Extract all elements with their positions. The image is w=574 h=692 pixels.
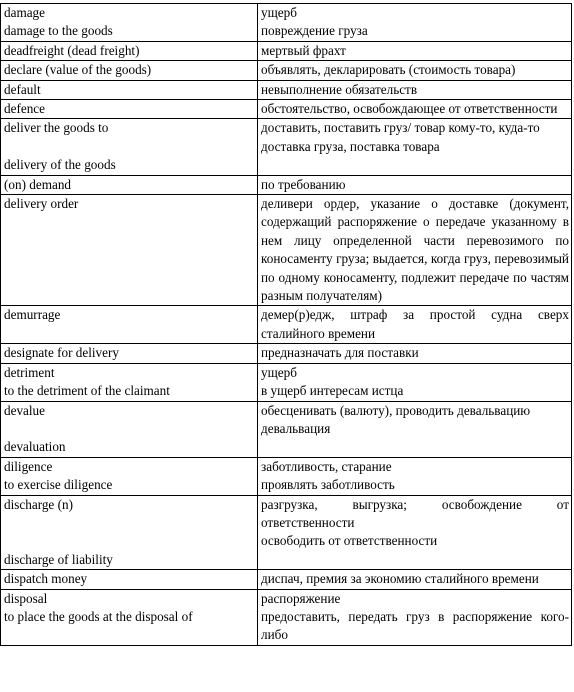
definition-cell [258, 570, 572, 589]
definition-text: обстоятельство, освобождающее от ответственности [261, 101, 558, 117]
term-text: demurrage [4, 307, 61, 323]
term-cell [1, 589, 258, 645]
definition-text: предоставить, передать груз в распоряжение кого-либо [261, 608, 569, 643]
definition-cell [258, 344, 572, 363]
term-text: defence [4, 101, 45, 117]
term-text: to place the goods at the disposal of [4, 608, 193, 624]
definition-text: проявлять заботливость [261, 477, 395, 493]
term-cell [1, 100, 258, 119]
term-text: discharge (n) [4, 496, 73, 512]
definition-cell [258, 495, 572, 570]
definition-text: освободить от ответственности [261, 533, 438, 549]
term-text: (on) demand [4, 176, 72, 192]
term-text: damage [4, 5, 46, 20]
table-row [1, 119, 572, 175]
definition-text: распоряжение [261, 590, 341, 606]
term-text: designate for delivery [4, 345, 119, 361]
definition-cell [258, 100, 572, 119]
definition-text: заботливость, старание [261, 458, 392, 474]
definition-text: предназначать для поставки [261, 345, 419, 361]
term-text: to exercise diligence [4, 477, 113, 493]
term-text: devalue [4, 402, 46, 418]
term-text: disposal [4, 590, 48, 606]
table-row [1, 570, 572, 589]
definition-text: деливери ордер, указание о доставке (документ, содержащий распоряжение о передаче указанному в нем лицу определенной части перевозимого по коносаменту груза; выдается, когда груз, перевозимый по одному коносаменту, подлежит передаче по частям разным получателям) [261, 196, 569, 304]
definition-cell [258, 41, 572, 60]
term-text: delivery of the goods [4, 157, 116, 173]
term-text: dispatch money [4, 571, 88, 587]
definition-text: объявлять, декларировать (стоимость товара) [261, 62, 516, 78]
definition-text: повреждение груза [261, 23, 368, 39]
glossary-table [0, 3, 572, 646]
term-cell [1, 80, 258, 99]
table-row [1, 306, 572, 344]
definition-text: ущерб [261, 5, 297, 20]
table-row [1, 41, 572, 60]
table-row [1, 457, 572, 495]
term-text: deadfreight (dead freight) [4, 42, 140, 58]
term-text: deliver the goods to [4, 120, 109, 136]
definition-text: доставка груза, поставка товара [261, 138, 440, 154]
definition-text: демер(р)едж, штраф за простой судна сверх сталийного времени [261, 307, 569, 341]
term-cell [1, 61, 258, 80]
definition-text: мертвый фрахт [261, 42, 346, 58]
definition-text: в ущерб интересам истца [261, 383, 404, 399]
table-row [1, 80, 572, 99]
term-text: discharge of liability [4, 551, 113, 567]
table-row [1, 4, 572, 42]
definition-cell [258, 4, 572, 42]
table-row [1, 363, 572, 401]
definition-cell [258, 363, 572, 401]
term-cell [1, 4, 258, 42]
term-text: to the detriment of the claimant [4, 383, 170, 399]
definition-cell [258, 61, 572, 80]
table-row [1, 401, 572, 457]
term-cell [1, 401, 258, 457]
term-text: detriment [4, 364, 55, 380]
definition-text: разгрузка, выгрузка; освобождение от ответственности [261, 496, 569, 530]
term-text: damage to the goods [4, 23, 113, 39]
definition-cell [258, 195, 572, 306]
term-cell [1, 119, 258, 175]
table-row [1, 61, 572, 80]
definition-text: невыполнение обязательств [261, 81, 418, 97]
term-text: declare (value of the goods) [4, 62, 152, 78]
table-row [1, 195, 572, 306]
table-row [1, 344, 572, 363]
definition-cell [258, 306, 572, 344]
table-row [1, 495, 572, 570]
term-text: devaluation [4, 439, 66, 455]
definition-cell [258, 80, 572, 99]
table-row [1, 589, 572, 645]
table-row [1, 100, 572, 119]
term-cell [1, 457, 258, 495]
definition-text: ущерб [261, 364, 297, 380]
term-cell [1, 363, 258, 401]
term-cell [1, 344, 258, 363]
definition-text: доставить, поставить груз/ товар кому-то, куда-то [261, 120, 540, 136]
definition-cell [258, 119, 572, 175]
definition-cell [258, 401, 572, 457]
term-cell [1, 495, 258, 570]
term-text: default [4, 81, 41, 97]
term-cell [1, 570, 258, 589]
term-text: diligence [4, 458, 53, 474]
definition-cell [258, 589, 572, 645]
term-text: delivery order [4, 196, 79, 212]
term-cell [1, 41, 258, 60]
definition-text: обесценивать (валюту), проводить девальвацию [261, 402, 531, 418]
definition-text: девальвация [261, 420, 331, 436]
term-cell [1, 175, 258, 194]
table-row [1, 175, 572, 194]
definition-cell [258, 457, 572, 495]
definition-text: по требованию [261, 176, 346, 192]
definition-cell [258, 175, 572, 194]
definition-text: диспач, премия за экономию сталийного времени [261, 571, 539, 587]
term-cell [1, 306, 258, 344]
term-cell [1, 195, 258, 306]
